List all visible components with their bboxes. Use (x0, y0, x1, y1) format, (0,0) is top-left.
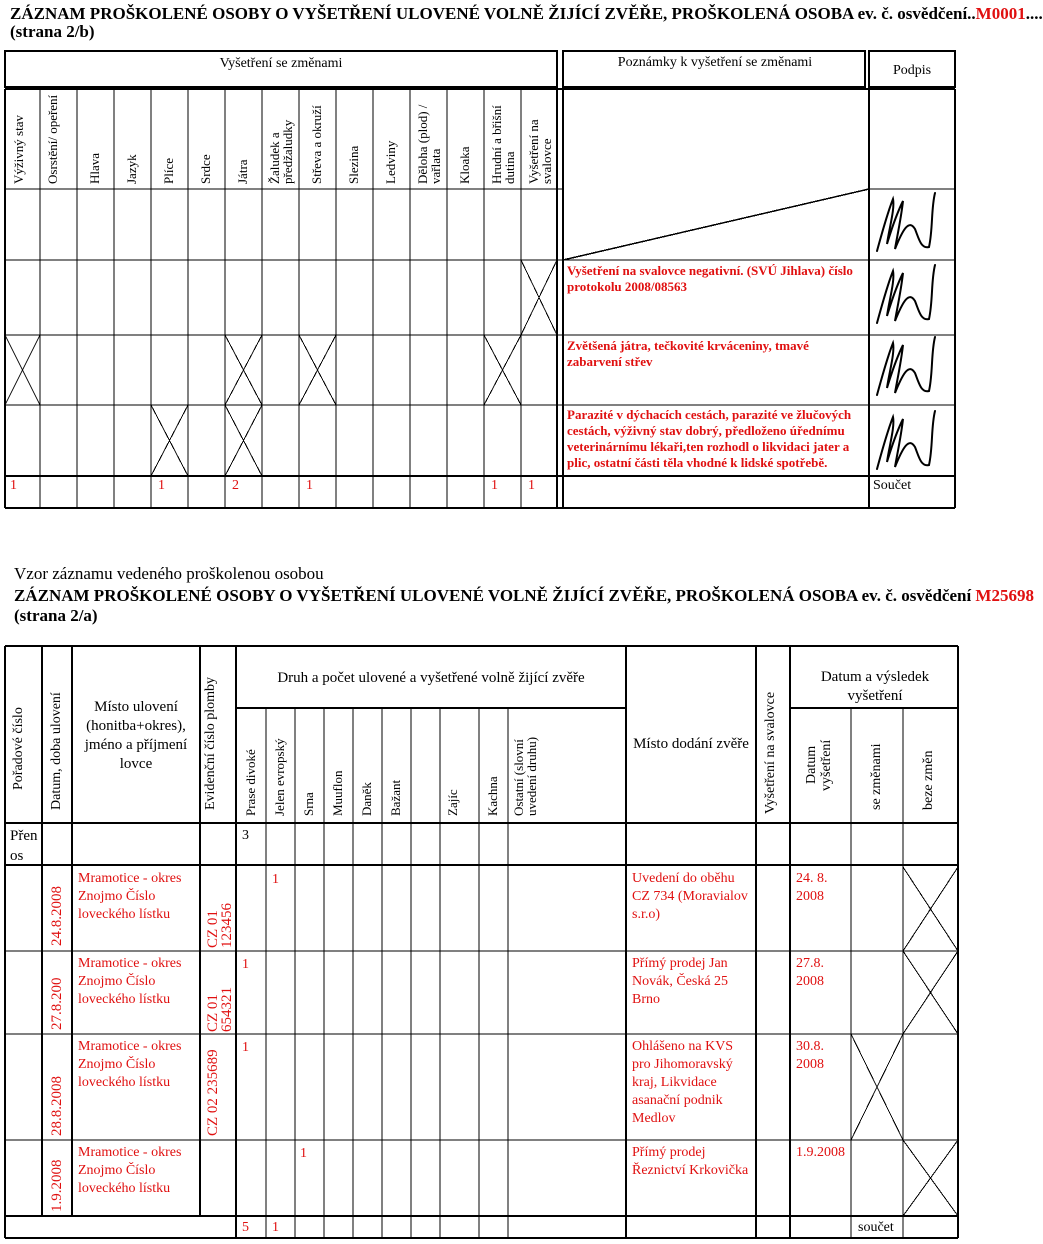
total-cell: 2 (232, 478, 239, 493)
date-header: Datum, doba ulovení (49, 692, 64, 810)
place-header: Místo ulovení (honitba+okres), jméno a příjmení lovce (84, 699, 188, 772)
row-place: Mramotice - okres Znojmo Číslo loveckého lístku (78, 956, 182, 1007)
col-header: Děloha (plod) / vařlata (415, 104, 443, 184)
species-group-header: Druh a počet ulovené a vyšetřené volně žijící zvěře (277, 670, 585, 686)
col-header: Vyšetření na svalovce (526, 119, 554, 184)
row-place: Mramotice - okres Znojmo Číslo loveckého lístku (78, 1039, 182, 1090)
col-header: Osrstění/ opeření (45, 94, 60, 184)
carry-over-label: Přenos (10, 828, 38, 864)
doc-a-intro: Vzor záznamu vedeného proškolenou osobou (14, 564, 324, 583)
trichinella-header: Vyšetření na svalovce (763, 691, 778, 814)
species-header: Kachna (485, 776, 500, 816)
species-header: Prase divoké (243, 749, 258, 816)
notes-header: Poznámky k vyšetření se změnami (617, 55, 813, 70)
species-header: Ostatní (slovní uvedení druhu) (511, 736, 539, 816)
order-header: Pořadové číslo (11, 707, 26, 790)
col-header: Hlava (87, 152, 102, 184)
row-exam-date: 1.9.2008 (796, 1145, 845, 1160)
col-header: Kloaka (457, 146, 472, 184)
col-header: Výživný stav (11, 115, 26, 184)
total-pig: 5 (242, 1220, 249, 1235)
row-deer: 1 (272, 872, 279, 887)
col-header: Srdce (198, 154, 213, 184)
total-cell: 1 (528, 478, 535, 493)
total-cell: 1 (491, 478, 498, 493)
col-header: Slezina (346, 145, 361, 184)
doc-b-title: ZÁZNAM PROŠKOLENÉ OSOBY O VYŠETŘENÍ ULOVENÉ VOLNĚ ŽIJÍCÍ ZVĚŘE, PROŠKOLENÁ OSOBA ev. č. osvědčení..M0001.... (10, 4, 1043, 23)
col-header: Ledviny (383, 140, 398, 184)
carry-over-pig: 3 (242, 828, 249, 843)
col-header: Jazyk (124, 154, 139, 184)
row-seal: CZ 02 235689 (205, 1049, 221, 1136)
doc-a-title: ZÁZNAM PROŠKOLENÉ OSOBY O VYŠETŘENÍ ULOVENÉ VOLNĚ ŽIJÍCÍ ZVĚŘE, PROŠKOLENÁ OSOBA ev. č. osvědčení M25698 (14, 586, 1034, 605)
total-cell: 1 (10, 478, 17, 493)
row-roe: 1 (300, 1146, 307, 1161)
row-place: Mramotice - okres Znojmo Číslo loveckého lístku (78, 1145, 182, 1196)
sum-label: součet (858, 1220, 894, 1235)
sign-header: Podpis (892, 63, 932, 78)
total-cell: 1 (158, 478, 165, 493)
sum-label: Součet (873, 478, 912, 493)
row-seal: CZ 01 123456 (205, 903, 235, 948)
species-header: Daněk (359, 782, 374, 816)
col-header: Střeva a okruží (309, 105, 324, 184)
row-delivery: Uvedení do oběhu CZ 734 (Moravialov s.r.o) (632, 871, 748, 922)
col-header: Žaludek a předžaludky (267, 119, 295, 184)
row-delivery: Přímý prodej Řeznictví Krkovička (632, 1145, 749, 1178)
result-group-header: Datum a výsledek vyšetření (820, 669, 930, 704)
col-header: Hrudní a břišní dutina (489, 105, 517, 184)
species-header: Srna (301, 792, 316, 816)
species-header: Jelen evropský (272, 738, 287, 816)
row-exam-date: 24. 8. 2008 (796, 871, 828, 904)
total-deer: 1 (272, 1220, 279, 1235)
row-date: 1.9.2008 (49, 1159, 65, 1212)
row-seal: CZ 01 654321 (205, 987, 235, 1032)
row-pig: 1 (242, 1040, 249, 1055)
col-header: Plíce (161, 158, 176, 184)
delivery-header: Místo dodání zvěře (633, 736, 749, 752)
row-delivery: Ohlášeno na KVS pro Jihomoravský kraj, Likvidace asanační podnik Medlov (632, 1039, 734, 1126)
row-exam-date: 27.8. 2008 (796, 956, 824, 989)
row-place: Mramotice - okres Znojmo Číslo loveckého lístku (78, 871, 182, 922)
doc-a-page-label: (strana 2/a) (14, 606, 98, 625)
species-header: Bažant (388, 779, 403, 816)
total-cell: 1 (306, 478, 313, 493)
row-date: 24.8.2008 (49, 886, 65, 946)
row-pig: 1 (242, 957, 249, 972)
row-date: 28.8.2008 (49, 1076, 65, 1136)
seal-header: Evidenční číslo plomby (203, 677, 218, 810)
note-row-2: Vyšetření na svalovce negativní. (SVÚ Jihlava) číslo protokolu 2008/08563 (567, 263, 853, 294)
doc-b-page-label: (strana 2/b) (10, 22, 95, 41)
note-row-3: Zvětšená játra, tečkovité krváceniny, tmavé zabarvení střev (567, 338, 809, 369)
group-header-changes: Vyšetření se změnami (219, 56, 343, 71)
col-header: Játra (235, 159, 250, 184)
species-header: Zajíc (445, 789, 460, 816)
species-header: Muuflon (330, 770, 345, 816)
result-col-header: Datum vyšetření (804, 739, 834, 791)
note-row-4: Parazité v dýchacích cestách, parazité ve žlučových cestách, výživný stav dobrý, předloženo úřednímu veterinárnímu lékaři,ten rozhodl o likvidaci jater a plic, ostatní části těla vhodné k lidské spotřebě. (567, 407, 852, 470)
result-col-header: se změnami (869, 743, 884, 810)
row-exam-date: 30.8. 2008 (796, 1039, 824, 1072)
result-col-header: beze změn (921, 750, 936, 810)
row-delivery: Přímý prodej Jan Novák, Česká 25 Brno (632, 956, 729, 1007)
row-date: 27.8.200 (49, 977, 65, 1030)
